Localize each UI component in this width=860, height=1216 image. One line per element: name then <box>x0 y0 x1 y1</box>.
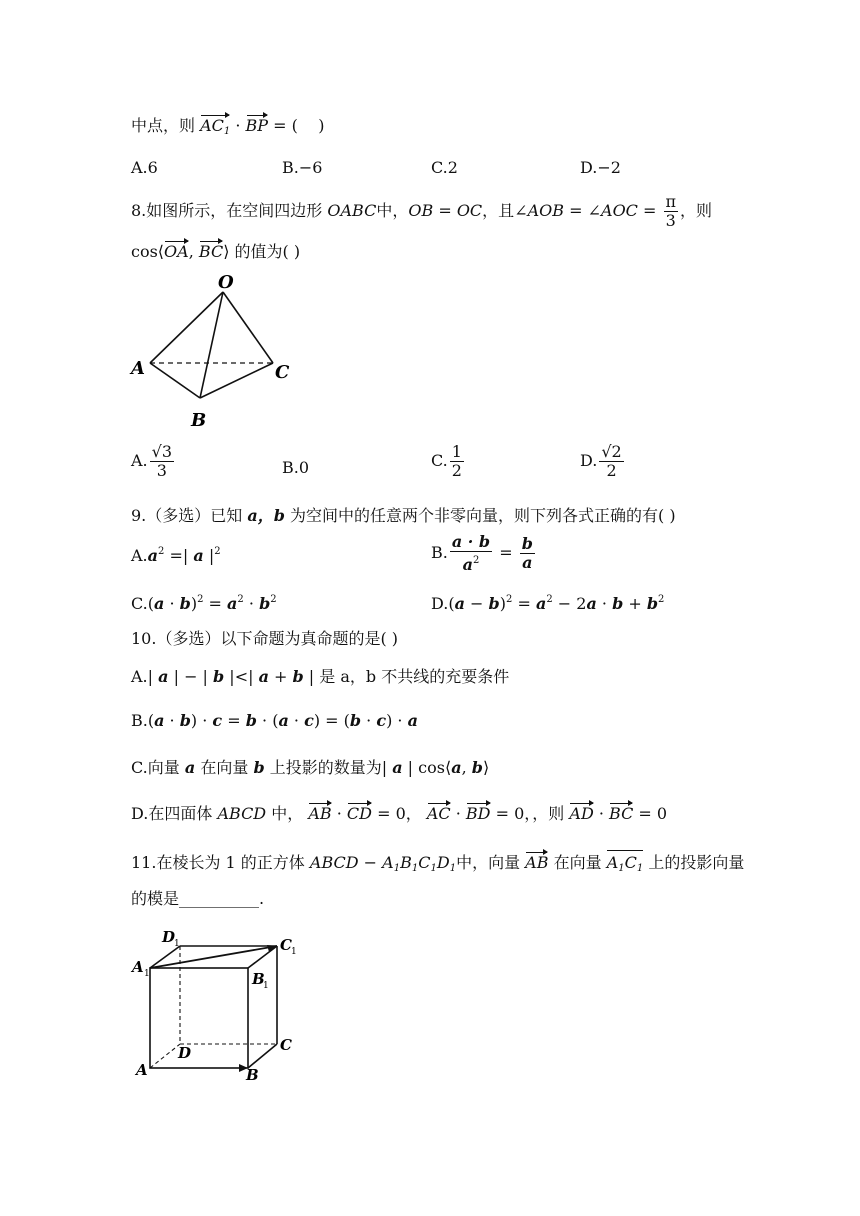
label-a1: A <box>132 958 144 976</box>
q9-vars: a，b <box>247 506 285 525</box>
q8-prefix: 8.如图所示，在空间四边形 <box>131 201 323 220</box>
label-c1-sub: 1 <box>291 947 297 957</box>
q8-c-den: 2 <box>451 461 462 480</box>
q9-option-a[interactable]: $A.a^2$ =| a $|^2$ <box>131 546 221 565</box>
q8-c-frac <box>450 443 464 480</box>
q8-a-num: √3 <box>151 442 173 461</box>
q8-a-letter: A. <box>131 451 148 470</box>
label-b: B <box>246 1066 259 1083</box>
edge-b-c <box>248 1044 277 1068</box>
q10-c-text3: 上投影的数量为 <box>269 758 382 777</box>
q8-b-letter: B. <box>282 458 299 477</box>
edge-oa <box>150 292 223 363</box>
q7-option-b[interactable]: B.−6 <box>282 158 323 177</box>
q11-prefix: 11.在棱长为 1 的正方体 <box>131 853 305 872</box>
q10-option-b[interactable]: B.(a · b) · c = b · (a · c) = (b · c) · a <box>131 711 418 730</box>
q9-option-d[interactable]: $D.(a - b)^2 = a^2 - 2a \cdot b + b^2$ <box>431 594 665 613</box>
q9-stem <box>131 505 676 527</box>
q8-d-frac <box>599 443 623 480</box>
tetrahedron-figure <box>125 268 300 433</box>
q10-d-text1: D.在四面体 <box>131 804 213 823</box>
q8-option-b[interactable] <box>282 457 309 479</box>
q7-option-d[interactable]: D.−2 <box>580 158 621 177</box>
label-a: A <box>136 1061 148 1079</box>
label-c: C <box>280 1036 292 1054</box>
label-d1-sub: 1 <box>174 939 180 949</box>
q10-c-text1: C.向量 <box>131 758 180 777</box>
label-a: A <box>131 358 145 379</box>
arrow-a1c1 <box>267 945 277 952</box>
q8-cond2: ∠AOB = ∠AOC = <box>514 201 657 220</box>
edge-oc <box>223 292 273 363</box>
q9-option-b[interactable]: B. $\frac{a \cdot b}{a^2}$ = $\frac{b}{a}$ <box>431 532 533 574</box>
edge-ab <box>150 363 200 398</box>
q8-fraction <box>664 193 679 230</box>
label-o: O <box>218 272 234 293</box>
q8-c-letter: C. <box>431 451 448 470</box>
q8-shape: OABC <box>327 201 377 220</box>
q8-stem <box>131 193 712 230</box>
label-a1-sub: 1 <box>144 969 150 979</box>
q9-a-letter: A. <box>131 546 148 565</box>
q8-cond1: OB = OC <box>408 201 483 220</box>
q7-option-a[interactable]: A.6 <box>131 158 158 177</box>
q10-a-suffix: 是 a，b 不共线的充要条件 <box>319 667 510 686</box>
q9-suffix: 为空间中的任意两个非零向量，则下列各式正确的有( ) <box>290 506 676 525</box>
diagonal-a1-c1 <box>150 946 277 968</box>
q7-stem: 中点，则 $AC_1$ · BP = ( ) <box>131 115 324 143</box>
q10-d-shape: ABCD <box>217 804 267 823</box>
label-d: D <box>178 1044 192 1062</box>
label-b: B <box>191 410 207 431</box>
q9-prefix: 9.（多选）已知 <box>131 506 243 525</box>
q8-option-d[interactable] <box>580 443 626 480</box>
q10-option-a[interactable]: A.| a | − | b |<| a + b | 是 a，b 不共线的充要条件 <box>131 667 510 686</box>
q9-b-letter: B. <box>431 543 448 562</box>
q11-mid2: 在向量 <box>553 853 602 872</box>
label-b1: B <box>252 970 265 988</box>
vector-bc: BC <box>198 242 224 261</box>
edge-ob <box>200 292 223 398</box>
label-b1-sub: 1 <box>263 981 269 991</box>
q8-line2: cos⟨OA, BC⟩ 的值为( ) <box>131 242 301 261</box>
q10-c-text2: 在向量 <box>200 758 249 777</box>
q11-suffix: 上的投影向量 <box>648 853 745 872</box>
q9-option-c[interactable]: $C.(a \cdot b)^2 = a^2 \cdot b^2$ <box>131 594 277 613</box>
q8-cos: cos⟨ <box>131 242 165 261</box>
q11-mid: 中，向量 <box>456 853 521 872</box>
label-d1: D <box>162 928 176 946</box>
q8-d-den: 2 <box>606 461 617 480</box>
edge-a-d-hidden <box>150 1044 180 1068</box>
q7-option-c[interactable]: C.2 <box>431 158 458 177</box>
vector-oa: OA <box>164 242 189 261</box>
q8-c-num: 1 <box>451 442 462 461</box>
q8-frac-den: 3 <box>665 211 676 230</box>
q8-d-letter: D. <box>580 451 598 470</box>
q10-d-text2: 中， <box>271 804 304 823</box>
q9-c-letter: C. <box>131 594 148 613</box>
q10-d-text3: ，则 <box>532 804 565 823</box>
label-c: C <box>275 362 290 383</box>
label-c1: C <box>280 936 292 954</box>
cube-front-face <box>150 968 248 1068</box>
q10-option-c[interactable]: C.向量 a 在向量 b 上投影的数量为| a | cos⟨a, b⟩ <box>131 758 490 777</box>
q11-stem: 11.在棱长为 1 的正方体 ABCD − $A_1B_1C_1D_1$中，向量 AB 在向量 $A_1C_1$ 上的投影向量 <box>131 850 744 880</box>
vector-bp: BP <box>245 116 269 135</box>
cube-figure <box>130 928 310 1083</box>
q8-a-den: 3 <box>156 461 167 480</box>
q8-b-text: 0 <box>298 458 310 477</box>
q9-d-letter: D. <box>431 594 449 613</box>
q10-option-d[interactable]: D.在四面体 ABCD 中， AB · CD = 0， AC · BD = 0，，则 AD · BC = 0 <box>131 804 668 823</box>
q8-option-a[interactable] <box>131 443 176 480</box>
q10-stem: 10.（多选）以下命题为真命题的是( ) <box>131 629 399 648</box>
edge-bc <box>200 363 273 398</box>
q8-line2-suffix: ⟩ 的值为( ) <box>223 242 301 261</box>
q8-end: ，则 <box>680 201 713 220</box>
q11-line2: 的模是__________. <box>131 889 265 908</box>
q8-d-num: √2 <box>601 442 622 461</box>
q8-mid1: 中， <box>376 201 409 220</box>
q8-mid2: ，且 <box>482 201 515 220</box>
q8-a-frac <box>150 443 174 480</box>
q7-stem-text: 中点，则 <box>131 116 196 135</box>
vector-ac1: $AC_1$ <box>200 115 230 143</box>
q8-option-c[interactable] <box>431 443 466 480</box>
q8-frac-num: π <box>665 192 677 211</box>
